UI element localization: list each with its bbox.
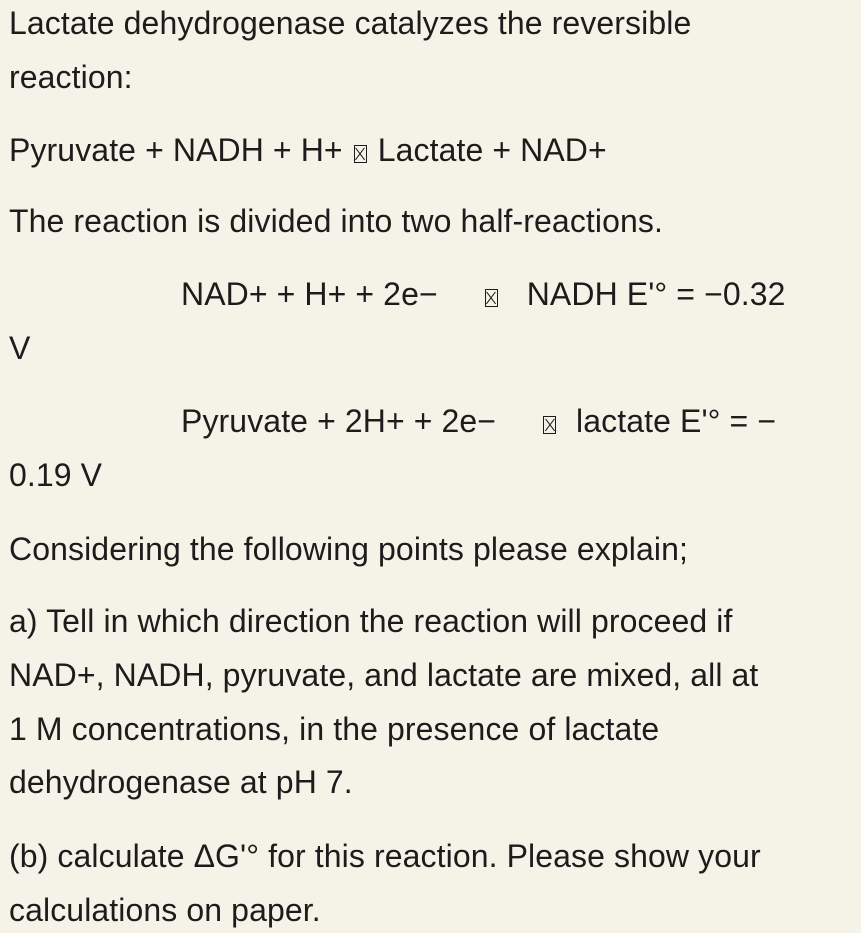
half-reaction-2-wrap: 0.19 V	[9, 457, 103, 493]
overall-reaction	[9, 130, 607, 170]
equilibrium-arrow-icon	[354, 145, 367, 163]
question-b-line-1: (b) calculate ΔG'° for this reaction. Please show your	[9, 838, 761, 874]
equilibrium-arrow-icon	[485, 289, 498, 307]
overall-reaction-right: Lactate + NAD+	[377, 132, 607, 168]
half-reaction-2-left: Pyruvate + 2H+ + 2e−	[181, 403, 497, 439]
question-a-line-2: NAD+, NADH, pyruvate, and lactate are mixed, all at	[9, 657, 759, 693]
half-reaction-2-right: lactate E'° = −	[576, 403, 777, 439]
half-reaction-1	[181, 274, 786, 314]
overall-reaction-left: Pyruvate + NADH + H+	[9, 132, 343, 168]
question-a-line-4: dehydrogenase at pH 7.	[9, 764, 353, 800]
half-reaction-1-right: NADH E'° = −0.32	[526, 276, 786, 312]
half-reaction-1-wrap: V	[9, 330, 31, 366]
half-reaction-2	[181, 401, 776, 441]
prompt-text: Considering the following points please explain;	[9, 531, 689, 567]
intro-line-1: Lactate dehydrogenase catalyzes the reversible	[9, 5, 692, 41]
question-b-line-2: calculations on paper.	[9, 892, 321, 928]
equilibrium-arrow-icon	[543, 416, 556, 434]
division-text: The reaction is divided into two half-reactions.	[9, 203, 664, 239]
intro-line-2: reaction:	[9, 59, 133, 95]
question-a-line-1: a) Tell in which direction the reaction will proceed if	[9, 603, 733, 639]
half-reaction-1-left: NAD+ + H+ + 2e−	[181, 276, 438, 312]
question-a-line-3: 1 M concentrations, in the presence of lactate	[9, 711, 660, 747]
